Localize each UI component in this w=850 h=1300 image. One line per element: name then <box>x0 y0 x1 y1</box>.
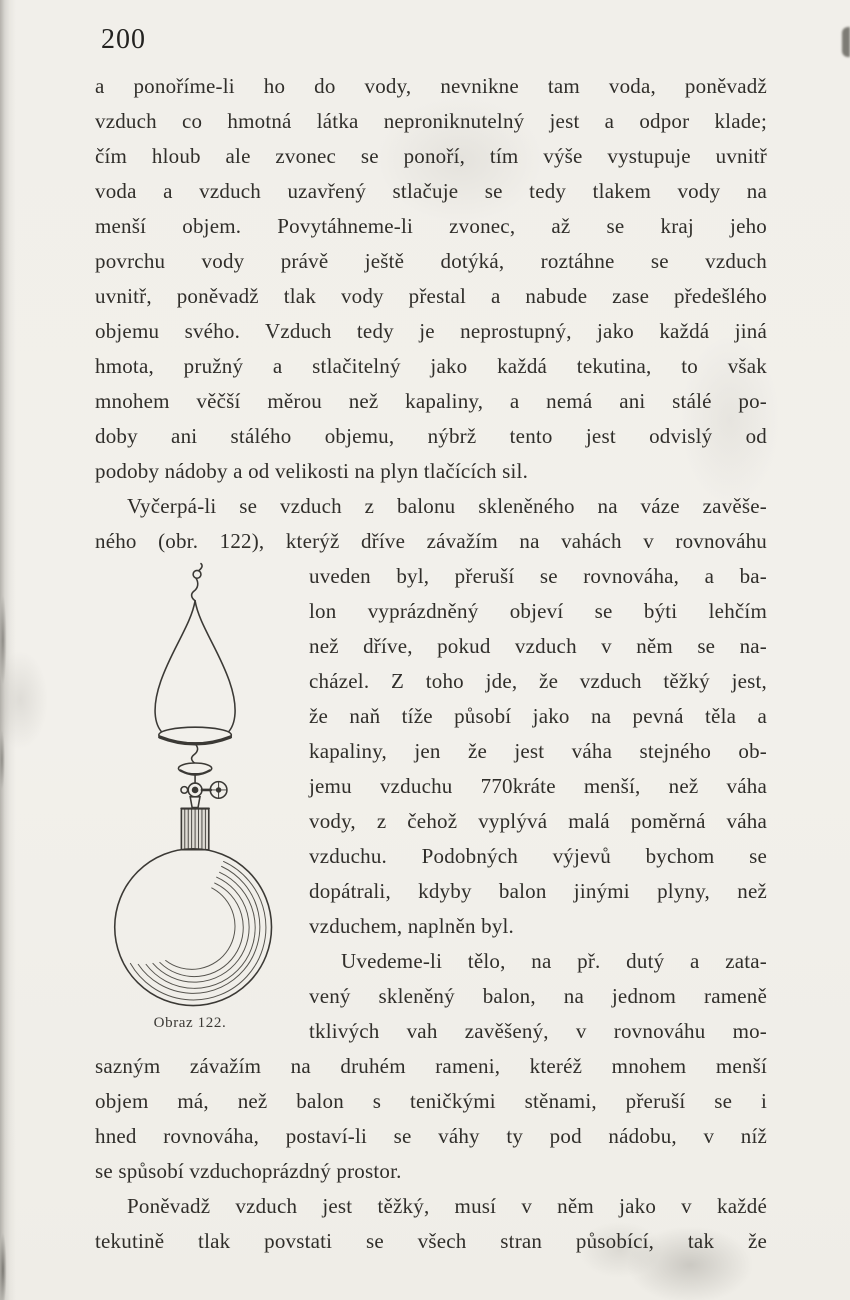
paragraph-block-resume <box>95 1049 767 1189</box>
text-line: cházel. Z toho jde, že vzduch těžký jest, <box>309 669 767 693</box>
figure-text-row <box>95 559 767 1049</box>
text-line: se spůsobí vzduchoprázdný prostor. <box>95 1159 402 1183</box>
teardrop-right <box>195 601 235 733</box>
text-line: povrchu vody právě ještě dotýká, roztáhne se vzduch <box>95 249 767 273</box>
text-line: jemu vzduchu 770kráte menší, než váha <box>309 774 767 798</box>
text-line: dopátrali, kdyby balon jinými plyny, než <box>309 879 767 903</box>
text-line: vzduch co hmotná látka neproniknutelný jest a odpor klade; <box>95 109 767 133</box>
paragraph-block-top <box>95 69 767 559</box>
text-line: podoby nádoby a od velikosti na plyn tlačících sil. <box>95 459 529 483</box>
text-line: Vyčerpá-li se vzduch z balonu skleněného na váze zavěše- <box>127 494 767 518</box>
text-line: uvnitř, poněvadž tlak vody přestal a nabude zase předešlého <box>95 284 767 308</box>
text-line: doby ani stálého objemu, nýbrž tento jest odvislý od <box>95 424 767 448</box>
teardrop-left <box>155 601 195 733</box>
figure-caption: Obraz 122. <box>153 1015 227 1031</box>
text-line: vzduchu. Podobných výjevů bychom se <box>309 844 767 868</box>
text-line: že naň tíže působí jako na pevná těla a <box>309 704 767 728</box>
page-content <box>95 24 767 1259</box>
text-line: tekutině tlak povstati se všech stran působící, tak že <box>95 1229 767 1253</box>
connecting-wire <box>192 744 198 764</box>
page-number: 200 <box>101 24 146 55</box>
scan-smudge <box>842 27 850 57</box>
hook-icon <box>192 578 198 601</box>
text-line: objemu svého. Vzduch tedy je neprostupný, jako každá jiná <box>95 319 767 343</box>
text-line: hned rovnováha, postaví-li se váhy ty pod nádobu, v níž <box>95 1124 767 1148</box>
figure-obraz-122 <box>95 559 309 1032</box>
hook-curl <box>199 564 202 571</box>
hanging-ring <box>193 570 201 578</box>
text-line: ného (obr. 122), kterýž dříve závažím na vahách v rovnováhu <box>95 529 767 553</box>
balloon-apparatus-illustration <box>101 561 297 1013</box>
text-line: kapaliny, jen že jest váha stejného ob- <box>309 739 767 763</box>
text-line: hmota, pružný a stlačitelný jako každá tekutina, to však <box>95 354 767 378</box>
stopcock-knob <box>181 787 188 794</box>
scan-edge-shadow <box>0 0 16 1300</box>
paragraph-block-last <box>95 1189 767 1259</box>
text-line: Poněvadž vzduch jest těžký, musí v něm jako v každé <box>127 1194 767 1218</box>
text-line: vený skleněný balon, na jednom rameně <box>309 984 767 1008</box>
text-line: mnohem věčší měrou než kapaliny, a nemá ani stálé po- <box>95 389 767 413</box>
paragraph-block-wrapped <box>309 559 767 1049</box>
text-line: tklivých vah zavěšený, v rovnováhu mo- <box>309 1019 767 1043</box>
text-line: než dříve, pokud vzduch v něm se na- <box>309 634 767 658</box>
text-line: menší objem. Povytáhneme-li zvonec, až se kraj jeho <box>95 214 767 238</box>
text-line: vzduchem, naplněn byl. <box>309 914 515 938</box>
funnel-joint <box>190 797 200 808</box>
text-line: voda a vzduch uzavřený stlačuje se tedy tlakem vody na <box>95 179 767 203</box>
text-line: sazným závažím na druhém rameni, kteréž mnohem menší <box>95 1054 767 1078</box>
text-line: vody, z čehož vyplývá malá poměrná váha <box>309 809 767 833</box>
text-line: čím hloub ale zvonec se ponoří, tím výše vystupuje uvnitř <box>95 144 767 168</box>
text-line: lon vyprázdněný objeví se býti lehčím <box>309 599 767 623</box>
text-line: uveden byl, přeruší se rovnováha, a ba- <box>309 564 767 588</box>
text-line: a ponoříme-li ho do vody, nevnikne tam voda, poněvadž <box>95 74 767 98</box>
text-line: Uvedeme-li tělo, na př. dutý a zata- <box>341 949 767 973</box>
text-line: objem má, než balon s teničkými stěnami, přeruší se i <box>95 1089 767 1113</box>
